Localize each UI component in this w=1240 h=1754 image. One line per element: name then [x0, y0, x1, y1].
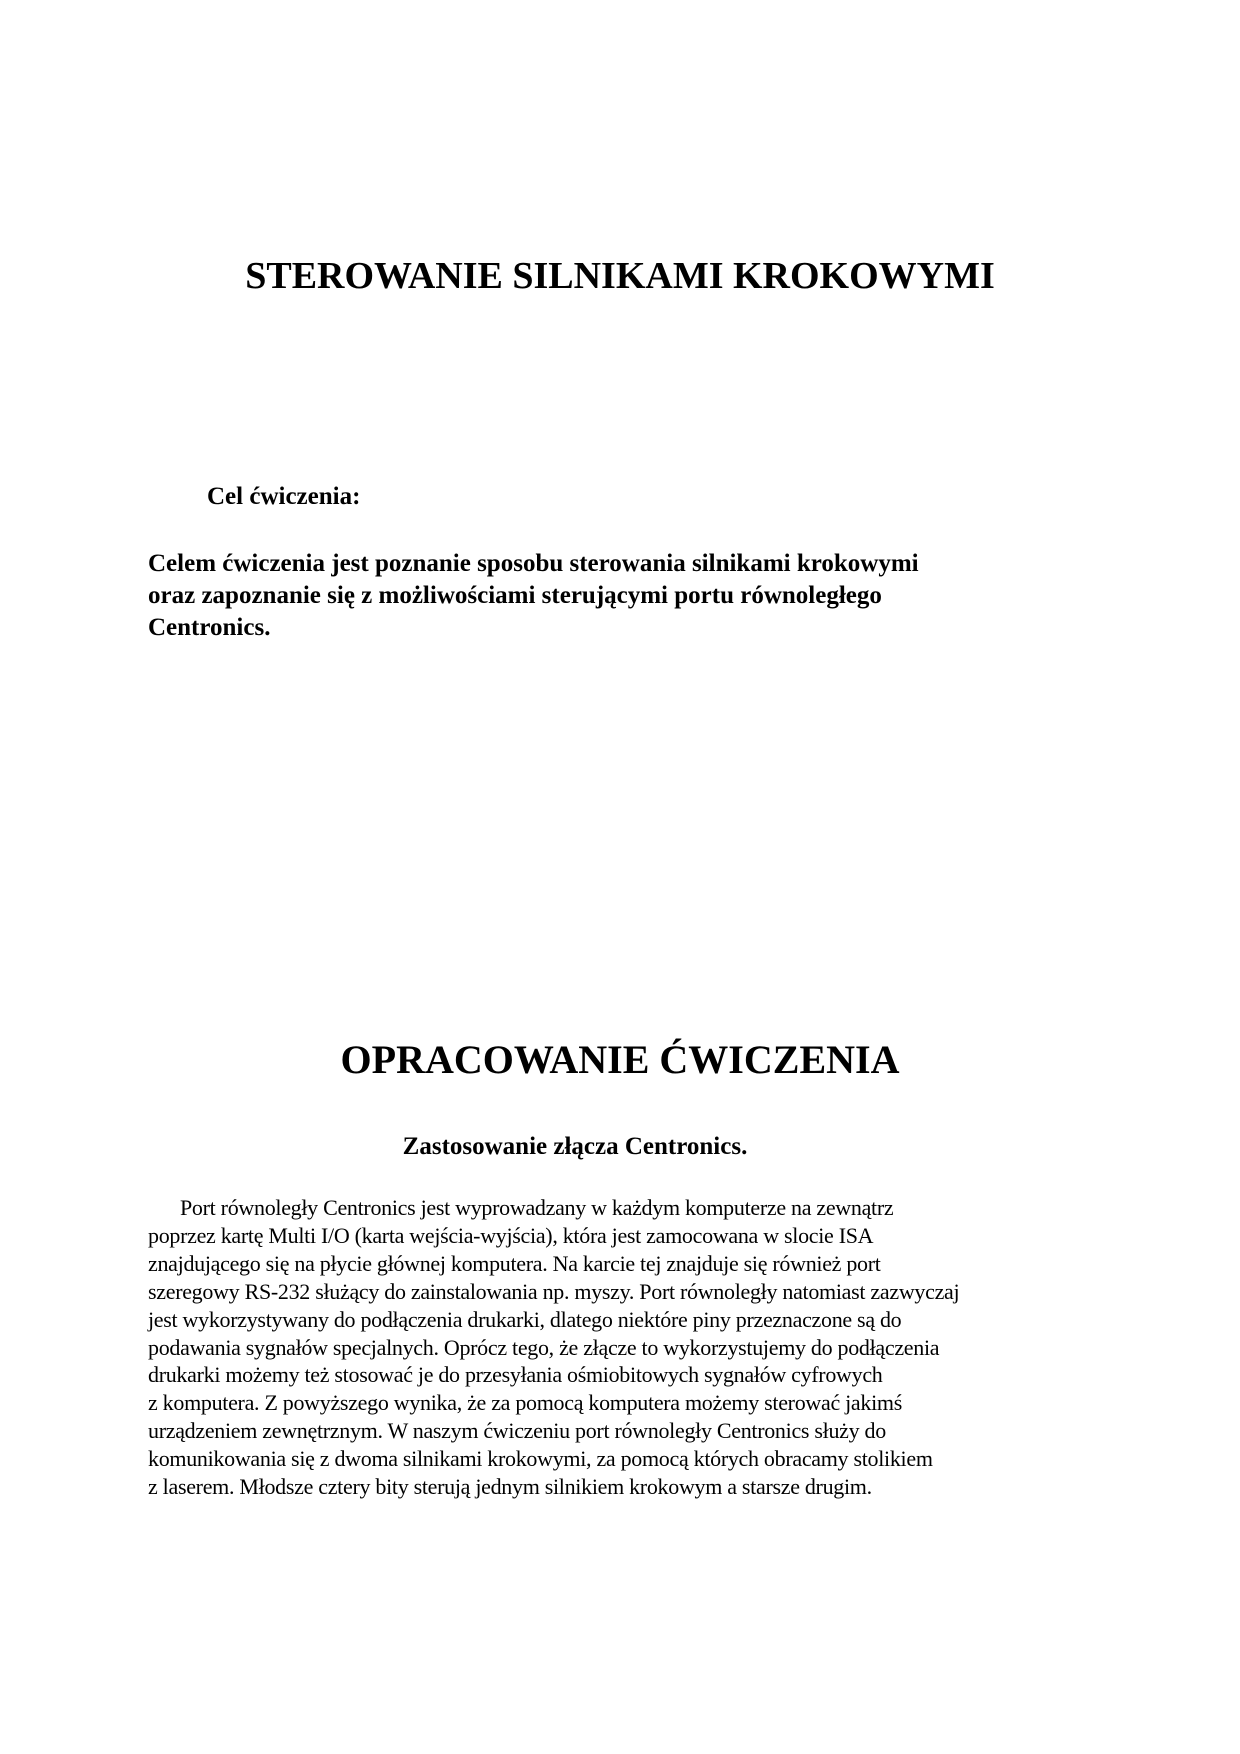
paragraph-line: komunikowania się z dwoma silnikami krokowymi, za pomocą których obracamy stolikiem [148, 1446, 933, 1472]
paragraph-line: znajdującego się na płycie głównej komputera. Na karcie tej znajduje się również port [148, 1250, 881, 1276]
document-title: STEROWANIE SILNIKAMI KROKOWYMI [245, 255, 995, 297]
section-subtitle: Zastosowanie złącza Centronics. [402, 1133, 748, 1160]
paragraph-line: drukarki możemy też stosować je do przesyłania ośmiobitowych sygnałów cyfrowych [148, 1362, 883, 1388]
paragraph-line: z laserem. Młodsze cztery bity sterują jednym silnikiem krokowym a starsze drugim. [148, 1474, 872, 1500]
goal-line: Celem ćwiczenia jest poznanie sposobu sterowania silnikami krokowymi [148, 550, 919, 577]
paragraph-line: szeregowy RS-232 służący do zainstalowania np. myszy. Port równoległy natomiast zazwyczaj [148, 1278, 960, 1304]
goal-text [148, 548, 919, 644]
goal-heading: Cel ćwiczenia: [207, 483, 361, 510]
paragraph-line: poprzez kartę Multi I/O (karta wejścia-wyjścia), która jest zamocowana w slocie ISA [148, 1222, 874, 1248]
goal-line: oraz zapoznanie się z możliwościami sterującymi portu równoległego [148, 582, 882, 609]
section-title: OPRACOWANIE ĆWICZENIA [340, 1037, 900, 1082]
goal-line: Centronics. [148, 614, 271, 641]
body-paragraph [148, 1194, 959, 1501]
paragraph-line: podawania sygnałów specjalnych. Oprócz tego, że złącze to wykorzystujemy do podłączenia [148, 1334, 940, 1360]
paragraph-line: urządzeniem zewnętrznym. W naszym ćwiczeniu port równoległy Centronics służy do [148, 1418, 886, 1444]
paragraph-line: jest wykorzystywany do podłączenia drukarki, dlatego niektóre piny przeznaczone są do [148, 1306, 902, 1332]
paragraph-line: Port równoległy Centronics jest wyprowadzany w każdym komputerze na zewnątrz [180, 1195, 894, 1220]
paragraph-line: z komputera. Z powyższego wynika, że za pomocą komputera możemy sterować jakimś [148, 1390, 902, 1416]
